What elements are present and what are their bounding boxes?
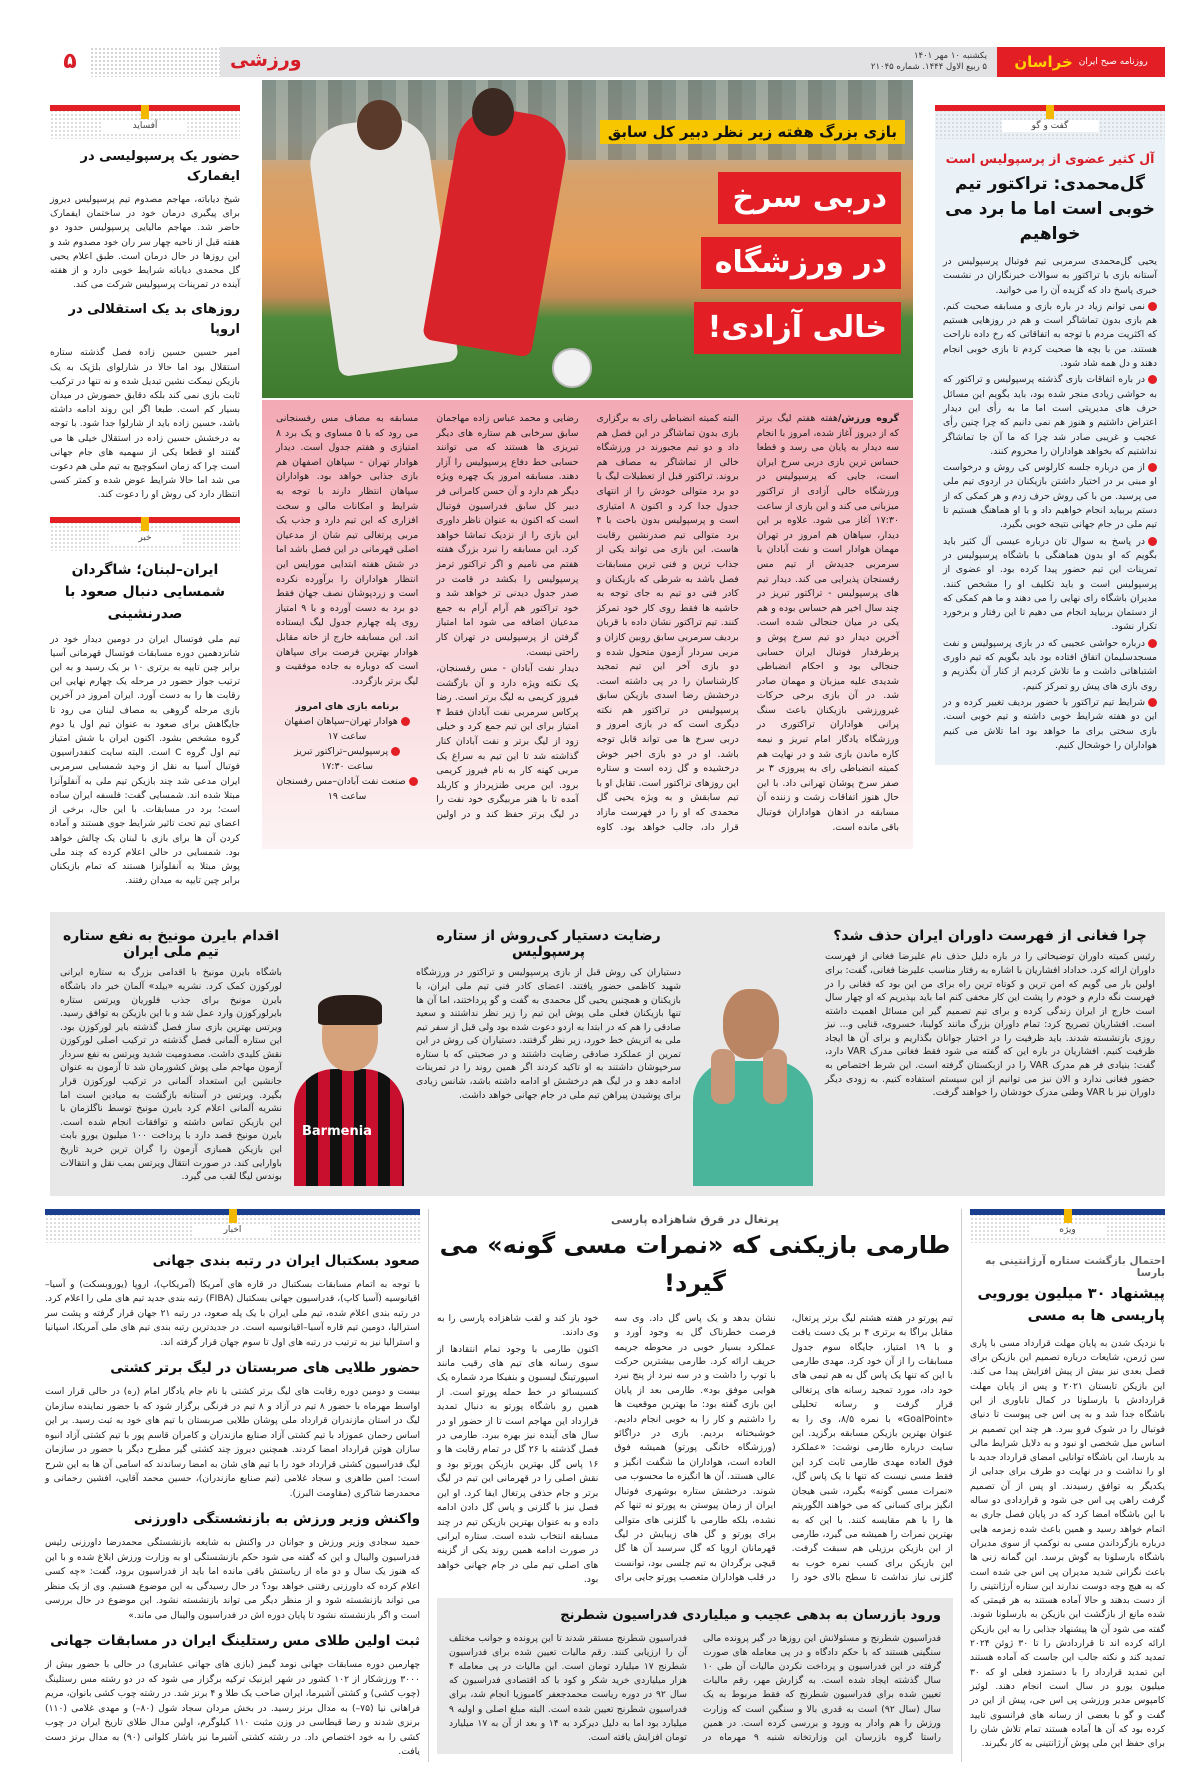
lead-photo-football-match xyxy=(262,80,913,398)
queiroz-title: رضایت دستیار کی‌روش از ستاره پرسپولیس xyxy=(436,928,661,961)
column-divider xyxy=(961,1209,962,1762)
tag-label: اخبار xyxy=(194,1224,272,1236)
logo-brand: خراسان xyxy=(1014,53,1073,71)
faghani-title: چرا فغانی از فهرست داوران ایران حذف شد؟ xyxy=(833,928,1147,945)
player-jersey xyxy=(294,1069,404,1186)
column-divider xyxy=(428,1209,429,1762)
news-text: بیست و دومین دوره رقابت های لیگ برتر کشتی با نام جام یادگار امام (ره) در حالی قرار است اواسط مهرماه با حضور ۸ تیم در آزاد و ۸ تیم در فرنگی برگزار شود که با حضور نماینده سازمان لیگ در استان مازندران قرارداد ملی پوشان طلایی صربستان با تیم های خود به ثبت رسید. بر این اساس رحمان عموزاد با تیم کشتی آزاد صنایع مازندران و کامران قاسم پور با تیم کشتی آزاد انبوه سازان هوتن قرارداد امضا کردند. همچنین دیروز چند کشتی گیر مطرح دیگر با حضور در سازمان لیگ فدراسیون کشتی قرارداد خود را با تیم های شان به امضا رساندند که اسامی آن ها به این شرح است: امین طاهری و سجاد غلامی (تیم صنایع مازندران)، حسین محمد آقایی، افشین رحمانی و محمدرضا شاکری (مقاومت البرز). xyxy=(45,1386,420,1499)
news-text: با توجه به اتمام مسابقات بسکتبال در قاره های آمریکا (آمریکاپ)، اروپا (یوروبسکت) و آسیا–اقیانوسیه (آسیا کاپ)، فدراسیون جهانی بسکتبال (FIBA) رتبه بندی جدید تیم های ملی را اعلام کرد. در رتبه بندی اعلام شده، تیم ملی ایران با یک پله صعود، در رتبه ۲۱ جهان قرار گرفته و پشت سر استرالیا، دومین تیم قاره آسیا–اقیانوسیه است. در جدیدترین رتبه بندی تیم های ملی آمریکا، اسپانیا و استرالیا نیز به ترتیب در رتبه های اول تا سوم جهان قرار گرفته اند. xyxy=(45,1278,420,1348)
azmoun-story xyxy=(60,912,282,1186)
header-dots xyxy=(90,47,220,77)
bullet-icon xyxy=(1148,375,1157,384)
tag-label: گفت و گو xyxy=(1002,120,1099,132)
futsal-text: تیم ملی فوتسال ایران در دومین دیدار خود در شانزدهمین دوره مسابقات فوتسال قهرمانی آسیا برابر چین تایپه به برتری ۱۰ بر یک رسید و به این ترتیب جواز حضور در مرحله یک چهارم نهایی این رقابت ها را به دست آورد. ایران امروز در آخرین بازی مرحله گروهی به مصاف لبنان می رود تا جایگاهش برای صعود به عنوان تیم اول یا دوم گروه مشخص بشود. اکنون ایران با شش امتیاز تیم اول گروه C است. البته سایت کنفدراسیون فوتبال آسیا به نقل از وحید شمسایی سرمربی ایران مدعی شد چند بازیکن تیم ملی به آنفلوآنزا مبتلا شده اند. شمسایی گفت: فلسفه ایران ساده است؛ برد در مسابقات. با این حال، برخی از اعضای تیم تحت تاثیر شرایط جوی هستند و آماده کردن آن ها برای بازی با لبنان یک چالش خواهد بود. شمسایی در حالی اعلام کرده که چند ملی پوش مبتلا به آنفلوآنزا هستند که تمام بازیکنان برابر چین تایپه به میدان رفتند. xyxy=(50,633,240,887)
issue-date xyxy=(871,51,987,73)
tag-label: خبر xyxy=(108,532,181,544)
interview-paragraph: در پاسخ به سوال تان درباره عیسی آل کثیر باید بگویم که او بدون هماهنگی با باشگاه پرسپولیس در تمرینات این تیم حضور پیدا کرده بود. او عضوی از پرسپولیس است و باید تکلیف او را مشخص کنند. مدیران باشگاه رای نهایی را می دهند و ما هم کمکی که از دستمان بربیاید انجام می دهیم تا این رفتار و برخورد تکرار نشود. xyxy=(943,535,1157,633)
interview-paragraph: نمی توانم زیاد در باره بازی و مسابقه صحبت کنم. هم بازی بدون تماشاگر است و هم در روزهایی هستیم که اکثریت مردم با توجه به اتفاقاتی که رخ داده ناراحت هستند. من با بچه ها صحبت کردم تا بازی خوبی انجام دهند و دل همه شاد شود. xyxy=(943,300,1157,370)
bottom-row xyxy=(45,1209,1165,1762)
lead-kicker: بازی بزرگ هفته زیر نظر دبیر کل سابق xyxy=(600,120,905,144)
schedule-item: صنعت نفت آبادان–مس رفسنجان ساعت ۱۹ xyxy=(276,774,418,804)
news-title: صعود بسکتبال ایران در رتبه بندی جهانی xyxy=(152,1252,420,1269)
section-tag xyxy=(935,105,1165,139)
section-tag xyxy=(50,517,240,551)
newspaper-page xyxy=(45,0,1165,1762)
news-title: حضور طلایی های صربستان در لیگ برتر کشتی xyxy=(110,1360,420,1377)
top-row xyxy=(50,80,1165,890)
match-schedule xyxy=(276,699,418,804)
football xyxy=(552,348,592,388)
player-head xyxy=(472,88,514,136)
offside-column xyxy=(50,105,240,503)
taremi-paragraph: اکنون طارمی با وجود تمام انتقادها از سوی رسانه های تیم های رقیب مانند اسپورتینگ لیسبون و بنفیکا مرد شماره یک کنسیسائو در خط حمله پورتو است. از همین رو باشگاه پورتو به دنبال تمدید قرارداد این مهاجم است تا از حضور او در سال های آینده نیز بهره ببرد. طارمی در فصل گذشته با ۲۶ گل در تمام رقابت ها و ۱۶ پاس گل بهترین بازیکن پورتو بود و نقش اصلی را در قهرمانی این تیم در لیگ برتر و جام حذفی پرتغال ایفا کرد. او این فصل نیز با گلزنی و پاس گل دادن ادامه داده و به عنوان بهترین بازیکن تیم در چند مسابقه انتخاب شده است. ستاره ایرانی در صورت ادامه همین روند یکی از گزینه های اصلی تیم ملی در جام جهانی خواهد بود. xyxy=(437,1343,599,1586)
date-line-2: ۵ ربیع الاول ۱۴۴۴. شماره ۲۱۰۴۵ xyxy=(870,62,987,72)
lead-paragraph: گروه ورزش/هفته هفتم لیگ برتر که از دیروز آغاز شده، امروز با انجام سه دیدار به پایان می رسد و قطعا حساس ترین بازی دربی سرخ ایران است، جایی که پرسپولیس در ورزشگاه خالی آزادی از تراکتور میزبانی می کند و این بازی از ساعت ۱۷:۳۰ آغاز می شود. علاوه بر این دیدار، سپاهان هم امروز در تهران مهمان هوادار است و نفت آبادان با سرمربی جدیدش از تیم مس رفسنجان پذیرایی می کند. دیدار تیم های پرسپولیس - تراکتور تبریز در چند سال اخیر هم حساس بوده و هم یکی در میان جنجالی شده است. آخرین دیدار دو تیم سرخ پوش و پرطرفدار فوتبال ایران حسابی جنجالی بود و احکام انضباطی شدیدی علیه میزبان و مهمان صادر شد. در آن بازی برخی حرکات غیرورزشی بازیکنان باعث سنگ پرانی هواداران تراکتوری در ورزشگاه یادگار امام تبریز و نیمه کاره ماندن بازی شد و در نهایت هم کمیته انضباطی رای به پیروزی ۳ بر صفر سرخ پوشان تهرانی داد. با این حال هنوز اتفاقات زشت و زننده آن مسابقه در اذهان هواداران فوتبال باقی مانده است. xyxy=(756,413,899,833)
page-header xyxy=(220,47,1165,77)
section-title: ورزشی xyxy=(230,49,302,71)
bullet-icon xyxy=(1148,698,1157,707)
jersey-sponsor: Barmenia xyxy=(302,1123,372,1139)
azmoun-title: اقدام بایرن مونیخ به نفع ستاره تیم ملی ایران xyxy=(62,928,280,961)
futsal-column xyxy=(50,517,240,889)
interview-paragraph: شرایط تیم تراکتور با حضور بردیف تغییر کرده و در این دو هفته شرایط خوبی داشته و تیم خوبی است. بازی سختی برای ما خواهد بود اما تلاش می کنیم هواداران را خوشحال کنیم. xyxy=(943,696,1157,751)
interview-title: گل‌محمدی: تراکتور تیم خوبی است اما ما برد می خواهیم xyxy=(945,174,1155,244)
header-row xyxy=(50,47,1165,77)
azmoun-text: باشگاه بایرن مونیخ با اقدامی بزرگ به ستاره ایرانی لورکوزن کمک کرد. نشریه «بیلد» آلمان خبر داد باشگاه بایرن مونیخ برای جذب فلوریان ویرتس ستاره بایرلورکوزن وارد عمل شد و با این بازیکن به توافق رسید. ویرتس بهترین بازی ساز فصل گذشته بایر لورکوزن بود. این ستاره آلمانی فصل گذشته در ترکیب اصلی لورکوزن نقش کلیدی داشت. مصدومیت شدید ویرتس به نفع سردار آزمون مهاجم ملی پوش کشورمان شد تا آزمون به عنوان جانشین این استعداد آلمانی در ترکیب لورکوزن قرار بگیرد. ویرتس در آستانه بازگشت به میادین است اما نشریه آلمانی اعلام کرد بایرن مونیخ توسط ناگلزمان با این بازیکن تماس داشته و توافقات انجام شده است. بایرن مونیخ قصد دارد با پرداخت ۱۰۰ میلیون یورو بابت این بازیکن همبازی آزمون را گران ترین خرید تاریخ باوارایی کند. در صورت انتقال ویرتس بمب نقل و انتقالات بوندس لیگا لقب می گیرد. xyxy=(60,967,282,1183)
lead-paragraph: البته کمیته انضباطی رای به برگزاری بازی بدون تماشاگر در این فصل هم داد و دو تیم مجبورند در ورزشگاه خالی از تماشاگر به مصاف هم بروند. تراکتور قبل از تعطیلات لیگ با دو برد متوالی خودش را از انتهای جدول جدا کرد و اکنون ۸ امتیازی است و پرسپولیس بدون باخت با ۴ برد متوالی تیم صدرنشین رقابت هاست. این بازی می تواند یکی از جذاب ترین و فنی ترین مسابقات فصل باشد به شرطی که بازیکنان و کادر فنی دو تیم به جای توجه به حاشیه ها فقط روی کار خود تمرکز کنند. تیم تراکتور نشان داده با قربان بردیف سرمربی سابق روبین کازان و مربی سردار آزمون متحول شده و دو بازی آخر این تیم تمجید کارشناسان را در پی داشته است. درخشش رضا اسدی بازیکن سابق پرسپولیس در تراکتور هم نکته دیگری است که در بازی امروز و دربی سرخ ها می تواند قابل توجه باشد. او در دو بازی اخیر خوش درخشیده و گل زده است و ستاره این روزهای تراکتور است. تقابل او با تیم سابقش و به ویژه یحیی گل محمدی که او را در فهرست مازاد قرار داد، جالب خواهد بود. کاوه رضایی و محمد عباس زاده مهاجمان سابق سرخابی هم ستاره های دیگر تبریزی ها هستند که می توانند حسابی خط دفاع پرسپولیس را آزار دهند. مسابقه امروز یک چهره ویژه دیگر هم دارد و آن حسن کامرانی فر دبیر کل سابق فدراسیون فوتبال است که اکنون به عنوان ناظر داوری این بازی را از نزدیک تماشا خواهد کرد. این مسابقه را نبرد بزرگ هفته هفتم می نامیم و اگر تراکتور ترمز پرسپولیس را بکشد در قامت در صدر جدول دیدنی تر خواهد شد و خود تراکتور هم آرام آرام به جمع مدعیان اضافه می شود اما امتیاز گرفتن از پرسپولیس در تهران کار راحتی نیست. xyxy=(436,413,739,833)
tag-label: آفساید xyxy=(103,120,188,132)
referee-hand xyxy=(763,1049,787,1104)
schedule-item: هوادار تهران–سپاهان اصفهان ساعت ۱۷ xyxy=(276,714,418,744)
queiroz-story xyxy=(416,912,681,1186)
taremi-kicker: پرتغال در قرق شاهزاده پارسی xyxy=(610,1212,780,1226)
logo-subtitle: روزنامه صبح ایران xyxy=(1078,57,1148,67)
special-title: پیشنهاد ۳۰ میلیون یورویی پاریسی ها به مسی xyxy=(977,1285,1165,1324)
tag-label: ویژه xyxy=(1029,1224,1106,1236)
referee-photo xyxy=(693,989,813,1186)
interview-paragraph: درباره حواشی عجیبی که در بازی پرسپولیس و نفت مسجدسلیمان اتفاق افتاده بود باید بگویم که تیم داوری اشتباهاتی داشت و ما تلاش کردیم از کنار آن بگذریم و روی بازی های پیش رو تمرکز کنیم. xyxy=(943,637,1157,692)
special-kicker: احتمال بازگشت ستاره آرژانتینی به بارسا xyxy=(985,1254,1165,1279)
bullet-icon xyxy=(401,717,410,726)
lead-title-line: خالی آزادی! xyxy=(694,302,901,354)
queiroz-text: دستیاران کی روش قبل از بازی پرسپولیس و تراکتور در ورزشگاه شهید کاظمی حضور یافتند. اعضای کادر فنی تیم ملی ایران، با بازیکنان و همچنین یحیی گل محمدی به گفت و گو پرداختند، اما آن ها تنها بازیکنان فعلی ملی پوش این تیم را زیر نظر نداشتند و سعید صادقی را هم که در ابتدا به اردو دعوت شده بود ولی قبل از سفر تیم ملی به اتریش خط خورد، زیر نظر گرفتند. دستیاران کی روش در این تمرین از عملکرد صادقی رضایت داشتند و در صحبتی که با ستاره سرخپوشان داشتند به او تاکید کردند اگر همین روند را در تمرینات ادامه دهد و در لیگ هم درخشش او ادامه داشته باشد، شانس زیادی برای پوشیدن پیراهن تیم ملی در جام جهانی خواهد داشت. xyxy=(416,967,681,1101)
left-column xyxy=(50,105,240,890)
news-column xyxy=(45,1209,420,1762)
chess-text: فدراسیون شطرنج و مسئولانش این روزها در گیر پرونده مالی سنگینی هستند که با حکم دادگاه و در پی معامله های صورت گرفته در این فدراسیون و پرداخت نکردن مالیات آن طی ۱۰ سال گذشته ایجاد شده است. به گزارش مهر، رقم مالیات تعیین شده برای فدراسیون شطرنج که فقط مربوط به یک سال (سال ۹۲) است به قدری بالا و سنگین است که وزارت ورزش را هم وادار به ورود و بررسی کرده است. در همین راستا گروه بازرسان این وزارتخانه شنبه ۹ مهرماه در فدراسیون شطرنج مستقر شدند تا این پرونده و جوانب مختلف آن را ارزیابی کنند. رقم مالیات تعیین شده برای فدراسیون شطرنج ۱۷ میلیارد تومان است. این مالیات در پی معامله ۴ هزار میلیاردی خرید شکر و کود با کد اقتصادی فدراسیون که سال ۹۲ در دوره ریاست محمدجعفر کامبوزیا انجام شد، برای فدراسیون شطرنج تعیین شده است. البته مبلغ اصلی و اولیه ۹ میلیارد بود اما به دلیل دیرکرد به ۱۴ و بعد از آن به ۱۷ میلیارد تومان افزایش یافته است. xyxy=(449,1632,941,1743)
news-text: چهارمین دوره مسابقات جهانی نومد گیمز (بازی های جهانی عشایری) در حالی با حضور بیش از ۳۰۰۰ ورزشکار از ۱۰۲ کشور در شهر ایزنیک ترکیه برگزار می شود که در دو رشته مس رستلینگ (چوب کشی) و کشتی آشیرما، ایران صاحب یک طلا و ۴ برنز شد. در رشته چوب کشی بانوان، مریم فراهانی نیا (۷۵–) به مدال برنز رسید. در بخش مردان سجاد شول (۸۰–) و مهدی غلامی (۱۱۰) برنزی شدند و رضا قیطاسی در وزن مثبت ۱۱۰ کیلوگرم، اولین مدال طلای تاریخ ایران در چوب کشی را به خود اختصاص داد. در رشته کشتی آشیرما نیز یاشار کلوانی (۹۰) به مدال برنز دست یافت. xyxy=(45,1659,420,1758)
schedule-item: پرسپولیس–تراکتور تبریز ساعت ۱۷:۳۰ xyxy=(276,744,418,774)
newspaper-logo xyxy=(997,47,1165,77)
taremi-title: طارمی بازیکنی که «نمرات مسی گونه» می گیرد! xyxy=(439,1230,951,1297)
section-tag xyxy=(970,1209,1165,1243)
referee-hand xyxy=(711,1049,735,1104)
chess-title: ورود بازرسان به بدهی عجیب و میلیاردی فدراسیون شطرنج xyxy=(560,1607,941,1623)
bullet-icon xyxy=(1148,302,1157,311)
faghani-text: رئیس کمیته داوران توضیحاتی را در باره دلیل حذف نام علیرضا فغانی از فهرست داوران ارائه کرد. خداداد افشاریان با اشاره به رفتار مناسب علیرضا فغانی، گفت: برای اولین بار می گویم که امن ترین و کوتاه ترین راه برای من این بود که فغانی را در فهرست نگه دارم و خودم را پشت این کار مخفی کنم اما باید بپذیریم که او چهار سال است خارج از ایران زندگی کرده و برای تیم تصمیم گیر این مسائل اهمیت داشته است. افشاریان تصریح کرد: تمام داوران بزرگ مانند کولینا، خسروی، قنایی و... نیز روزی بازنشسته شدند. باید ظرفیت را در اختیار جوانان بگذاریم و برای آن ها ایجاد ظرفیت کنیم. افشاریان در باره این که گفته می شود فقط فغانی مدرک VAR دارد، گفت: بنیادی فر هم مدرک VAR را در ازبکستان گرفته است. این شرط اختصاص به حضور فغانی ندارد و الان نیز می توانیم از این سیستم استفاده کنیم. به زودی دیگر داوران نیز با VAR وطنی مدرک خودشان را خواهند گرفت. xyxy=(825,951,1156,1099)
special-text: با نزدیک شدن به پایان مهلت قرارداد مسی با پاری سن ژرمن، شایعات درباره تصمیم این بازیکن برای فصل بعدی نیز بیش از پیش افزایش پیدا می کند. این بازیکن تابستان ۲۰۲۱ و پس از پایان مهلت قراردادش با بارسلونا در کمال ناباوری از این باشگاه جدا شد و به پی اس جی پیوست تا دنیای فوتبال را در شوک فرو ببرد. هر چند این تصمیم بر اساس میل شخصی او نبود و به دلایل شرایط مالی بد بارسا، این باشگاه توانایی امضای قرارداد جدید با او را نداشت و در نهایت دو طرف برای جدایی از یکدیگر به توافق رسیدند. او پس از آن تصمیم گرفت راهی پی اس جی شود و قراردادی دو ساله با این باشگاه امضا کرد که در پایان فصل جاری به اتمام خواهد رسید و همین باعث شده زمزمه هایی درباره بازگرداندن مسی به نوکمپ از سوی مدیران باشگاه بارسلونا به گوش برسد. این گمانه زنی ها باعث نگرانی شدید مدیران پی اس جی شده است که به هیچ وجه دوست ندارند این ستاره آرژانتینی را از دست بدهند و حالا آماده هستند به هر قیمتی که شده مانع از بازگشت این بازیکن به بارسلونا شوند. گفته می شود آن ها پیشنهاد جذابی را به این بازیکن ارائه کرده اند تا قراردادش را تا ۳۰ ژوئن ۲۰۲۴ تمدید کند و نکته جالب این جاست که آماده هستند این تمدید قرارداد را با دستمزد فعلی او که ۳۰ میلیون یورو در سال است انجام دهند. لوئیز کامپوس مدیر ورزشی پی اس جی، پیش از این در گفت و گو با بعضی از رسانه های فرانسوی تایید کرده بود که آن ها آماده هستند تمام تلاش شان را برای حفظ این ملی پوش آرژانتینی به کار بگیرند. xyxy=(970,1337,1165,1750)
lead-paragraph: دیدار نفت آبادان - مس رفسنجان، یک نکته ویژه دارد و آن بازگشت فیروز کریمی به لیگ برتر است. رضا پرکاس سرمربی نفت آبادان فقط ۴ امتیاز برای این تیم جمع کرد و خیلی زود از لیگ برتر و نفت آبادان کنار گذاشته شد تا این تیم به سراغ یک مربی کهنه کار به نام فیروز کریمی برود. این مربی طنزپرداز و کاربلد آمده تا با هنر مربیگری خود نفت را در لیگ برتر حفظ کند و در اولین مسابقه به مصاف مس رفسنجانی می رود که با ۵ مساوی و یک برد ۸ امتیازی و هفتم جدول است. دیدار هوادار تهران - سپاهان اصفهان هم بازی جذابی خواهد بود. هواداران سپاهان انتظار دارند با توجه به شرایط و امکانات مالی و سخت افزاری که این تیم دارد و جذب یک مربی پرتغالی تیم شان از مدعیان اصلی قهرمانی در این فصل باشد اما در شش هفته ابتدایی مورایس این انتظار هواداران را برآورده نکرده است و زردپوشان نصف جهان فقط دو برد به دست آورده و با ۹ امتیاز روی پله چهارم جدول لیگ ایستاده اند. این مسابقه خارج از خانه مقابل هوادار بهترین فرصت برای سپاهان است که دوباره به جاده موفقیت و لیگ برتر بازگردد. xyxy=(276,413,579,821)
bullet-icon xyxy=(1148,537,1157,546)
lead-title-line: در ورزشگاه xyxy=(701,237,901,289)
player-head xyxy=(357,100,402,150)
player-hair xyxy=(318,995,382,1025)
bullet-icon xyxy=(1148,463,1157,472)
interview-column xyxy=(935,105,1165,765)
player-photo-azmoun xyxy=(294,999,404,1186)
futsal-title: ایران–لبنان؛ شاگردان شمسایی دنبال صعود با صدرنشینی xyxy=(64,561,226,622)
offside-title: حضور یک پرسپولیسی در ایفمارک xyxy=(80,149,240,184)
middle-bottom-column xyxy=(437,1209,953,1754)
lead-article xyxy=(262,400,913,849)
byline: گروه ورزش/ xyxy=(837,413,899,424)
date-line-1: یکشنبه ۱۰ مهر ۱۴۰۱ xyxy=(913,51,987,61)
taremi-article xyxy=(437,1213,953,1588)
bullet-icon xyxy=(1148,639,1157,648)
lead-section xyxy=(262,80,913,849)
section-tag xyxy=(50,105,240,139)
page-number: ۵ xyxy=(50,47,90,77)
lead-title-line: دربی سرخ xyxy=(718,172,901,224)
interview-paragraph: یحیی گل‌محمدی سرمربی تیم فوتبال پرسپولیس در آستانه بازی با تراکتور به سوالات خبرنگاران در نشست خبری پاسخ داد که گزیده آن را می خوانید. xyxy=(943,256,1157,296)
section-tag xyxy=(45,1209,420,1243)
interview-paragraph: از من درباره جلسه کارلوس کی روش و درخواست او مبنی بر در اختیار داشتن بازیکنان در اردوی تیم ملی می پرسید. من با کی روش حرف زدم و هر کمکی که از دستم بربیاید انجام خواهیم داد و با او هماهنگ هستیم تا تیم ملی در جام جهانی نتیجه خوبی بگیرد. xyxy=(943,462,1157,531)
chess-article xyxy=(437,1598,953,1755)
news-text: حمید سجادی وزیر ورزش و جوانان در واکنش به شایعه بازنشستگی محمدرضا داورزنی رئیس فدراسیون والیبال و این که گفته می شود حکم بازنشستگی او به وزارت ورزش ابلاغ شده و با این که هنوز یک سال و دو ماه از ریاستش باقی مانده اما باید از فدراسیون برود، گفت: «چه کسی اعلام کرده که داورزنی رفتنی خواهد بود؟ در حال رسیدگی به این موضوع هستیم. وی از یک منظر می تواند بازنشسته شود و از منظر دیگر می تواند بازنشسته نشود. این موضوع در حال بررسی است و اگر بازنشسته نشود تا پایان دوره اش در فدراسیون والیبال می ماند.» xyxy=(45,1537,420,1621)
interview-paragraph: در باره اتفاقات بازی گذشته پرسپولیس و تراکتور که به حواشی زیادی منجر شده بود، باید بگویم این مسائل حرف های مدیریتی است اما ما به رأی این دیدار اعتراض داشتیم و هنوز هم نمی دانیم که چرا چنین رأی عجیب و غریبی صادر شد چرا که ما آن جا تماشاگر نداشتیم که بخواهد هواداران را محروم کنند. xyxy=(943,374,1157,457)
schedule-title: برنامه بازی های امروز xyxy=(295,701,399,713)
bullet-icon xyxy=(391,747,400,756)
faghani-story xyxy=(825,912,1155,1186)
special-column xyxy=(970,1209,1165,1754)
interview-kicker: آل کثیر عضوی از پرسپولیس است xyxy=(945,151,1155,166)
offside-title: روزهای بد یک استقلالی در اروپا xyxy=(68,302,240,338)
news-title: ثبت اولین طلای مس رستلینگ ایران در مسابقات جهانی xyxy=(50,1633,420,1650)
taremi-paragraph: تیم پورتو در هفته هشتم لیگ برتر پرتغال، مقابل براگا به برتری ۴ بر یک دست یافت و با ۱۹ امتیاز، جایگاه سوم جدول مسابقات را از آن خود کرد. مهدی طارمی با این که تنها یک پاس گل به هم تیمی های خود داد، مورد تمجید رسانه های پرتغالی قرار گرفت و رسانه تحلیلی «GoalPoint» با نمره ۸/۵، وی را به عنوان بهترین بازیکن مسابقه برگزید. این سایت درباره طارمی نوشت: «عملکرد فوق العاده مهدی طارمی ثابت کرد این فقط مسی نیست که تنها با یک پاس گل، «نمرات مسی گونه» بگیرد، شبی هیجان انگیز برای کسانی که می خواهند الگوریتم ها را با هم مقایسه کنند. با این که به بهترین نمرات را همیشه می گیرد، طارمی از این بازیکن برزیلی هم سبقت گرفت. این بازیکن برای کسب نمره خوب به گلزنی نیاز نداشت تا سطح بالای خود را نشان بدهد و یک پاس گل داد. وی سه فرصت خطرناک گل به وجود آورد و عملکرد بسیار خوبی در محوطه جریمه حریف ارائه کرد. طارمی بیشترین حرکت با توپ را داشت و در سه نبرد از پنج نبرد هوایی موفق بود». طارمی بعد از پایان این بازی گفته بود: ما بهترین موقعیت ها را داشتیم و کار را به خوبی انجام دادیم. خوشبختانه بردیم. بازی در دراگائو (ورزشگاه خانگی پورتو) همیشه فوق العاده است، هواداران ما شگفت انگیز و عالی هستند. آن ها انگیزه ما محسوب می شوند. درخشش ستاره بوشهری فوتبال ایران از زمان پیوستن به پورتو نه تنها کم نشده، بلکه طارمی با گلزنی های متوالی برای پورتو و گل های زیبایش در لیگ قهرمانان اروپا که گل سرسبد آن ها گل قیچی برگردان به تیم چلسی بود، توانست در قلب هواداران متعصب پورتو جایی برای خود باز کند و لقب شاهزاده پارسی را به وی دادند. xyxy=(437,1312,954,1584)
offside-text: شیخ دیاباته، مهاجم مصدوم تیم پرسپولیس دیروز برای پیگیری درمان خود در ساختمان ایفمارک حاضر شد. مهاجم مالیایی پرسپولیس حدود دو هفته قبل از ناحیه چهار سر ران خود مصدوم شد و این روزها در حال درمان است. طبق اعلام یحیی گل محمدی دیاباته شرایط خوبی دارد و از هفته آینده در تمرینات پرسپولیس شرکت می کند. xyxy=(50,194,240,291)
offside-text: امیر حسین حسین زاده فصل گذشته ستاره استقلال بود اما حالا در شارلوای بلژیک به یک بازیکن نیمکت نشین تبدیل شده و نه تنها در ترکیب ثابت بازی نمی کند بلکه دقایق حضورش در میدان بسیار کم است. طبعا اگر این روند ادامه داشته باشد، حسین زاده باید از شارلوا جدا شود. با توجه به درخشش حسین زاده در استقلال خیلی ها می گفتند او قطعا یکی از سهمیه های جام جهانی است چرا که زمان اسکوچیچ به تیم ملی هم دعوت می شد اما حالا شرایط عوض شده و کمتر کسی انتظار دارد کی روش او را دعوت کند. xyxy=(50,347,240,501)
feature-band xyxy=(50,912,1165,1196)
bullet-icon xyxy=(409,777,418,786)
news-title: واکنش وزیر ورزش به بازنشستگی داورزنی xyxy=(133,1511,420,1528)
